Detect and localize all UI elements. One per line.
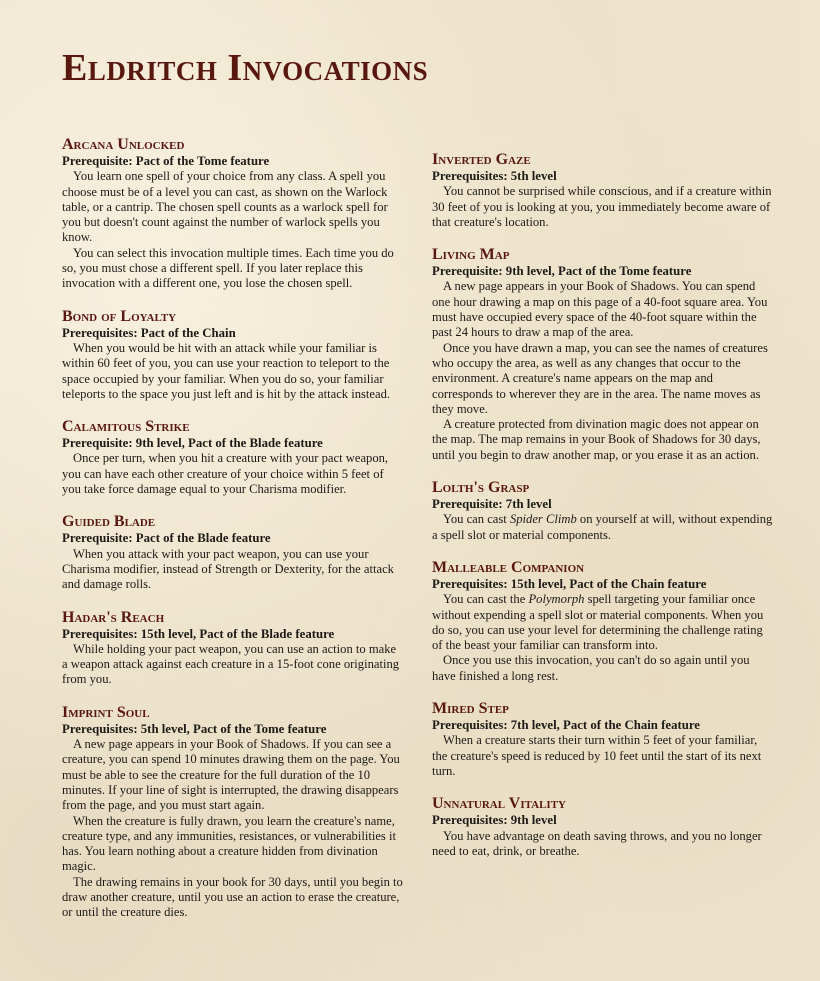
invocation-section (62, 308, 404, 402)
text-segment: A new page appears in your Book of Shadows. You can spend one hour drawing a map on this page of a 40-foot square area. You must have occupied every space of the 40-foot square within the past 24 hours to draw a map of the area. (432, 279, 768, 340)
left-column (62, 136, 404, 937)
invocation-name: Hadar's Reach (62, 608, 165, 626)
invocation-description (432, 592, 774, 653)
text-segment: on yourself at will, without expending a spell slot or material components. (432, 512, 773, 542)
text-segment: When you attack with your pact weapon, you can use your Charisma modifier, instead of Strength or Dexterity, for the attack and damage rolls. (62, 546, 394, 592)
text-segment: You can cast the (443, 592, 529, 607)
invocation-description (62, 547, 404, 593)
invocation-name: Malleable Companion (432, 558, 585, 576)
text-segment: When you would be hit with an attack while your familiar is within 60 feet of you, you can use your reaction to teleport to the space occupied by your familiar. When you do so, your familiar teleports to the space you just left and is hit by the attack instead. (62, 340, 391, 401)
spell-name: Spider Climb (509, 512, 577, 527)
invocation-prerequisite: Prerequisite: Pact of the Blade feature (62, 531, 271, 546)
invocation-section (432, 151, 774, 230)
text-segment: You can cast (443, 512, 510, 527)
text-segment: You cannot be surprised while conscious, and if a creature within 30 feet of you is looking at you, you immediately become aware of that creature's location. (432, 184, 772, 229)
invocation-name: Lolth's Grasp (432, 479, 530, 497)
invocation-description (62, 642, 404, 688)
invocation-section (432, 479, 774, 543)
invocation-description (432, 829, 774, 860)
invocation-prerequisite: Prerequisites: 5th level, Pact of the Tome feature (62, 721, 327, 736)
invocation-name: Calamitous Strike (62, 418, 190, 436)
invocation-prerequisite: Prerequisites: 5th level (432, 169, 557, 183)
invocation-prerequisite: Prerequisite: 9th level, Pact of the Tome feature (432, 264, 692, 279)
invocation-description (62, 169, 404, 245)
invocation-name: Unnatural Vitality (432, 795, 566, 813)
invocation-prerequisite: Prerequisites: 7th level, Pact of the Chain feature (432, 718, 700, 733)
invocation-prerequisite: Prerequisites: 15th level, Pact of the Blade feature (62, 626, 335, 641)
invocation-description (432, 341, 774, 417)
invocation-section (432, 700, 774, 779)
invocation-name: Bond of Loyalty (62, 307, 177, 325)
invocation-description (432, 653, 774, 684)
text-segment: You can select this invocation multiple times. Each time you do so, you must chose a different spell. If you later replace this invocation with a different one, you lose the chosen spell. (62, 245, 394, 291)
invocation-section (432, 559, 774, 684)
invocation-prerequisite: Prerequisite: 7th level (432, 497, 552, 512)
text-segment: A creature protected from divination magic does not appear on the map. The map remains in your Book of Shadows for 30 days, until you begin to draw another map, or you erase it as an action. (432, 417, 761, 462)
invocation-name: Living Map (432, 246, 510, 264)
invocation-description (62, 341, 404, 402)
text-segment: When the creature is fully drawn, you learn the creature's name, creature type, and any immunities, resistances, or vulnerabilities it has. You learn nothing about a creature hidden from divination magic. (62, 813, 396, 874)
invocation-description (432, 417, 774, 463)
text-segment: A new page appears in your Book of Shadows. If you can see a creature, you can spend 10 minutes drawing them on the page. You must be able to see the creature for the full duration of the 10 minutes. If your line of sight is interrupted, the drawing disappears from the page, and you must start again. (62, 737, 400, 813)
page-title: Eldritch Invocations (62, 47, 429, 89)
text-segment: Once per turn, when you hit a creature with your pact weapon, you can have each other creature of your choice within 5 feet of you take force damage equal to your Charisma modifier. (62, 451, 389, 497)
invocation-section (432, 795, 774, 859)
invocation-description (432, 279, 774, 340)
invocation-description (62, 737, 404, 813)
invocation-prerequisite: Prerequisites: 15th level, Pact of the Chain feature (432, 576, 707, 591)
invocation-description (432, 733, 774, 779)
invocation-prerequisite: Prerequisite: Pact of the Tome feature (62, 154, 270, 168)
invocation-prerequisite: Prerequisite: 9th level, Pact of the Blade feature (62, 436, 323, 451)
invocation-name: Guided Blade (62, 513, 156, 531)
invocation-description (62, 814, 404, 875)
invocation-name: Imprint Soul (62, 703, 150, 721)
invocation-section (62, 704, 404, 921)
invocation-description (432, 512, 774, 543)
invocation-description (62, 246, 404, 292)
invocation-description (62, 875, 404, 921)
invocation-section (62, 418, 404, 497)
text-segment: You learn one spell of your choice from any class. A spell you choose must be of a level you can cast, as shown on the Warlock table, or a cantrip. The chosen spell counts as a warlock spell for you but doesn't count against the number of warlock spells you know. (62, 169, 388, 245)
right-column (432, 151, 774, 875)
text-segment: When a creature starts their turn within 5 feet of your familiar, the creature's speed is reduced by 10 feet until the start of its next turn. (432, 733, 762, 778)
invocation-section (62, 136, 404, 292)
text-segment: Once you use this invocation, you can't do so again until you have finished a long rest. (432, 653, 750, 683)
invocation-name: Arcana Unlocked (62, 136, 185, 153)
text-segment: The drawing remains in your book for 30 days, until you begin to draw another creature, until you use an action to erase the creature, or until the creature dies. (62, 874, 403, 920)
spell-name: Polymorph (528, 592, 585, 607)
invocation-description (432, 184, 774, 230)
text-segment: You have advantage on death saving throws, and you no longer need to eat, drink, or breathe. (432, 828, 762, 858)
invocation-section (432, 246, 774, 463)
text-segment: While holding your pact weapon, you can use an action to make a weapon attack against each creature in a 15-foot cone originating from you. (62, 641, 400, 687)
invocation-description (62, 451, 404, 497)
invocation-name: Inverted Gaze (432, 151, 531, 168)
text-segment: spell targeting your familiar once without expending a spell slot or material components. When you do so, you can use your level for determining the challenge rating of the beast your familiar can transform into. (432, 592, 764, 653)
invocation-prerequisite: Prerequisites: Pact of the Chain (62, 325, 236, 340)
invocation-prerequisite: Prerequisites: 9th level (432, 813, 557, 828)
text-segment: Once you have drawn a map, you can see the names of creatures who occupy the area, as well as any changes that occur to the environment. A creature's name appears on the map and corresponds to wherever they are in the area. The name moves as they move. (432, 340, 768, 416)
invocation-section (62, 609, 404, 688)
invocation-section (62, 513, 404, 592)
invocation-name: Mired Step (432, 700, 509, 718)
